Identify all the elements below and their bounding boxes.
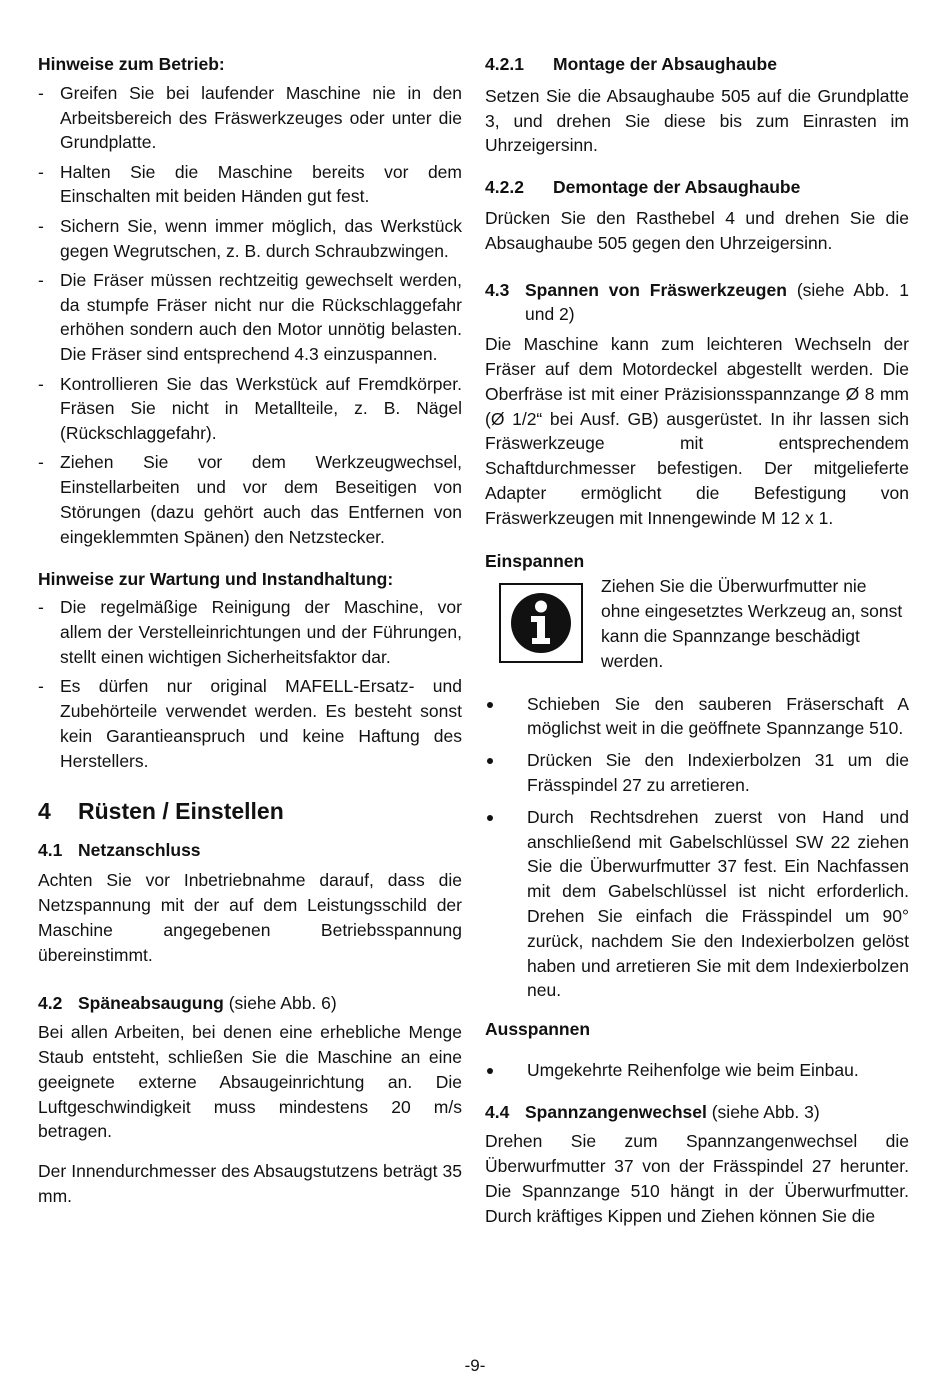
section-number: 4.2.1 bbox=[485, 54, 524, 74]
paragraph-montage: Setzen Sie die Absaughaube 505 auf die Grundplatte 3, und drehen Sie diese bis zum Einrasten im Uhrzeigersinn. bbox=[485, 85, 909, 156]
right-column bbox=[485, 52, 909, 1229]
section-number: 4.4 bbox=[485, 1101, 510, 1122]
list-item: - Ziehen Sie vor dem Werkzeugwechsel, Einstellarbeiten und vor dem Beseitigen von Störungen (dazu gehört auch das Entfernen von eingeklemmten Spänen) den Netzstecker. bbox=[38, 450, 462, 549]
paragraph-netzanschluss: Achten Sie vor Inbetriebnahme darauf, dass die Netzspannung mit der auf dem Leistungsschild der Maschine angegebenen Betriebsspannung übereinstimmt. bbox=[38, 870, 462, 965]
list-einspannen bbox=[485, 692, 909, 1004]
list-item: - Sichern Sie, wenn immer möglich, das Werkstück gegen Wegrutschen, z. B. durch Schraubzwingen. bbox=[38, 214, 462, 264]
section-number: 4.2 bbox=[38, 992, 63, 1013]
section-4-2-1-heading bbox=[485, 52, 909, 77]
section-title: Rüsten / Einstellen bbox=[78, 797, 284, 824]
section-title: Spannen von Fräswerkzeugen bbox=[525, 279, 787, 300]
section-number: 4.3 bbox=[485, 279, 510, 300]
section-title-wrap bbox=[525, 278, 909, 328]
list-item: - Kontrollieren Sie das Werkstück auf Fremdkörper. Fräsen Sie nicht in Metallteile, z. B. Nägel (Rückschlaggefahr). bbox=[38, 372, 462, 446]
section-reference: (siehe Abb. 6) bbox=[228, 992, 337, 1013]
section-title: Montage der Absaughaube bbox=[553, 54, 777, 74]
list-item: - Die Fräser müssen rechtzeitig gewechselt werden, da stumpfe Fräser nicht nur die Rückschlaggefahr erhöhen sondern auch den Motor unnötig belasten. Die Fräser sind entsprechend 4.3 einzuspannen. bbox=[38, 268, 462, 367]
paragraph-spannzangenwechsel: Drehen Sie zum Spannzangenwechsel die Überwurfmutter 37 von der Frässpindel 27 herunter. Die Spannzange 510 hängt in der Überwurfmutter. Durch kräftiges Kippen und Ziehen können Sie die bbox=[485, 1131, 909, 1226]
list-item: - Es dürfen nur original MAFELL-Ersatz- und Zubehörteile verwendet werden. Es besteht sonst kein Garantieanspruch und keine Haftung des Herstellers. bbox=[38, 674, 462, 773]
page-number: -9- bbox=[464, 1356, 486, 1375]
section-number: 4 bbox=[38, 797, 51, 824]
list-item: Durch Rechtsdrehen zuerst von Hand und anschließend mit Gabelschlüssel SW 22 ziehen Sie die Überwurfmutter 37 fest. Ein Nachfassen mit dem Gabelschlüssel ist nicht erforderlich. Drehen Sie einfach die Frässpindel um 90° zurück, nachdem Sie den Indexierbolzen gelöst haben und arretieren Sie mit dem Indexierbolzen neu. bbox=[485, 805, 909, 1003]
section-4-2-heading bbox=[38, 991, 462, 1016]
section-title: Netzanschluss bbox=[78, 839, 201, 860]
section-4-4-heading bbox=[485, 1100, 909, 1125]
section-4-2-2-heading bbox=[485, 175, 909, 200]
section-title: Spannzangenwechsel bbox=[525, 1101, 707, 1122]
left-column bbox=[38, 52, 462, 1209]
list-item: Umgekehrte Reihenfolge wie beim Einbau. bbox=[485, 1058, 909, 1083]
list-wartung bbox=[38, 595, 462, 773]
list-item: - Halten Sie die Maschine bereits vor dem Einschalten mit beiden Händen gut fest. bbox=[38, 160, 462, 210]
section-reference: (siehe Abb. 1 und 2) bbox=[525, 279, 910, 325]
section-title: Demontage der Absaughaube bbox=[553, 177, 801, 198]
section-reference: (siehe Abb. 3) bbox=[711, 1101, 820, 1122]
section-4-heading bbox=[38, 796, 462, 826]
section-title: Späneabsaugung bbox=[78, 992, 224, 1013]
list-item: - Die regelmäßige Reinigung der Maschine, vor allem der Verstelleinrichtungen und der Führungen, stellt einen wichtigen Sicherheitsfaktor dar. bbox=[38, 595, 462, 669]
paragraph-innendurchmesser: Der Innendurchmesser des Absaugstutzens beträgt 35 mm. bbox=[38, 1161, 462, 1207]
section-number: 4.2.2 bbox=[485, 177, 524, 198]
info-icon bbox=[499, 583, 583, 663]
info-note-text: Ziehen Sie die Überwurfmutter nie ohne eingesetztes Werkzeug an, sonst kann die Spannzange beschädigt werden. bbox=[601, 576, 903, 671]
section-number: 4.1 bbox=[38, 839, 63, 860]
section-4-3-heading bbox=[485, 278, 909, 328]
heading-wartung: Hinweise zur Wartung und Instandhaltung: bbox=[38, 568, 394, 589]
info-note-row bbox=[485, 576, 909, 673]
list-item: Schieben Sie den sauberen Fräserschaft A möglichst weit in die geöffnete Spannzange 510. bbox=[485, 692, 909, 742]
list-betrieb bbox=[38, 81, 462, 550]
paragraph-spannen: Die Maschine kann zum leichteren Wechseln der Fräser auf dem Motordeckel abgestellt werden. Die Oberfräse ist mit einer Präzisionsspannzange Ø 8 mm (Ø 1/2“ bei Ausf. GB) ausgerüstet. In ihr lassen sich Fräswerkzeuge mit entsprechendem Schaftdurchmesser befestigen. Der mitgelieferte Adapter ermöglicht die Befestigung von Fräswerkzeugen mit Innengewinde M 12 x 1. bbox=[485, 334, 909, 528]
heading-ausspannen: Ausspannen bbox=[485, 1019, 591, 1040]
section-4-1-heading bbox=[38, 838, 462, 863]
list-item: - Greifen Sie bei laufender Maschine nie in den Arbeitsbereich des Fräswerkzeuges oder unter die Grundplatte. bbox=[38, 81, 462, 155]
list-ausspannen bbox=[485, 1058, 909, 1083]
heading-einspannen: Einspannen bbox=[485, 550, 585, 571]
paragraph-absaugung: Bei allen Arbeiten, bei denen eine erhebliche Menge Staub entsteht, schließen Sie die Maschine an eine geeignete externe Absaugeinrichtung an. Die Luftgeschwindigkeit muss mindestens 20 m/s betragen. bbox=[38, 1022, 462, 1142]
paragraph-demontage: Drücken Sie den Rasthebel 4 und drehen Sie die Absaughaube 505 gegen den Uhrzeigersinn. bbox=[485, 207, 909, 253]
list-item: Drücken Sie den Indexierbolzen 31 um die Frässpindel 27 zu arretieren. bbox=[485, 748, 909, 798]
heading-betrieb: Hinweise zum Betrieb: bbox=[38, 54, 225, 74]
